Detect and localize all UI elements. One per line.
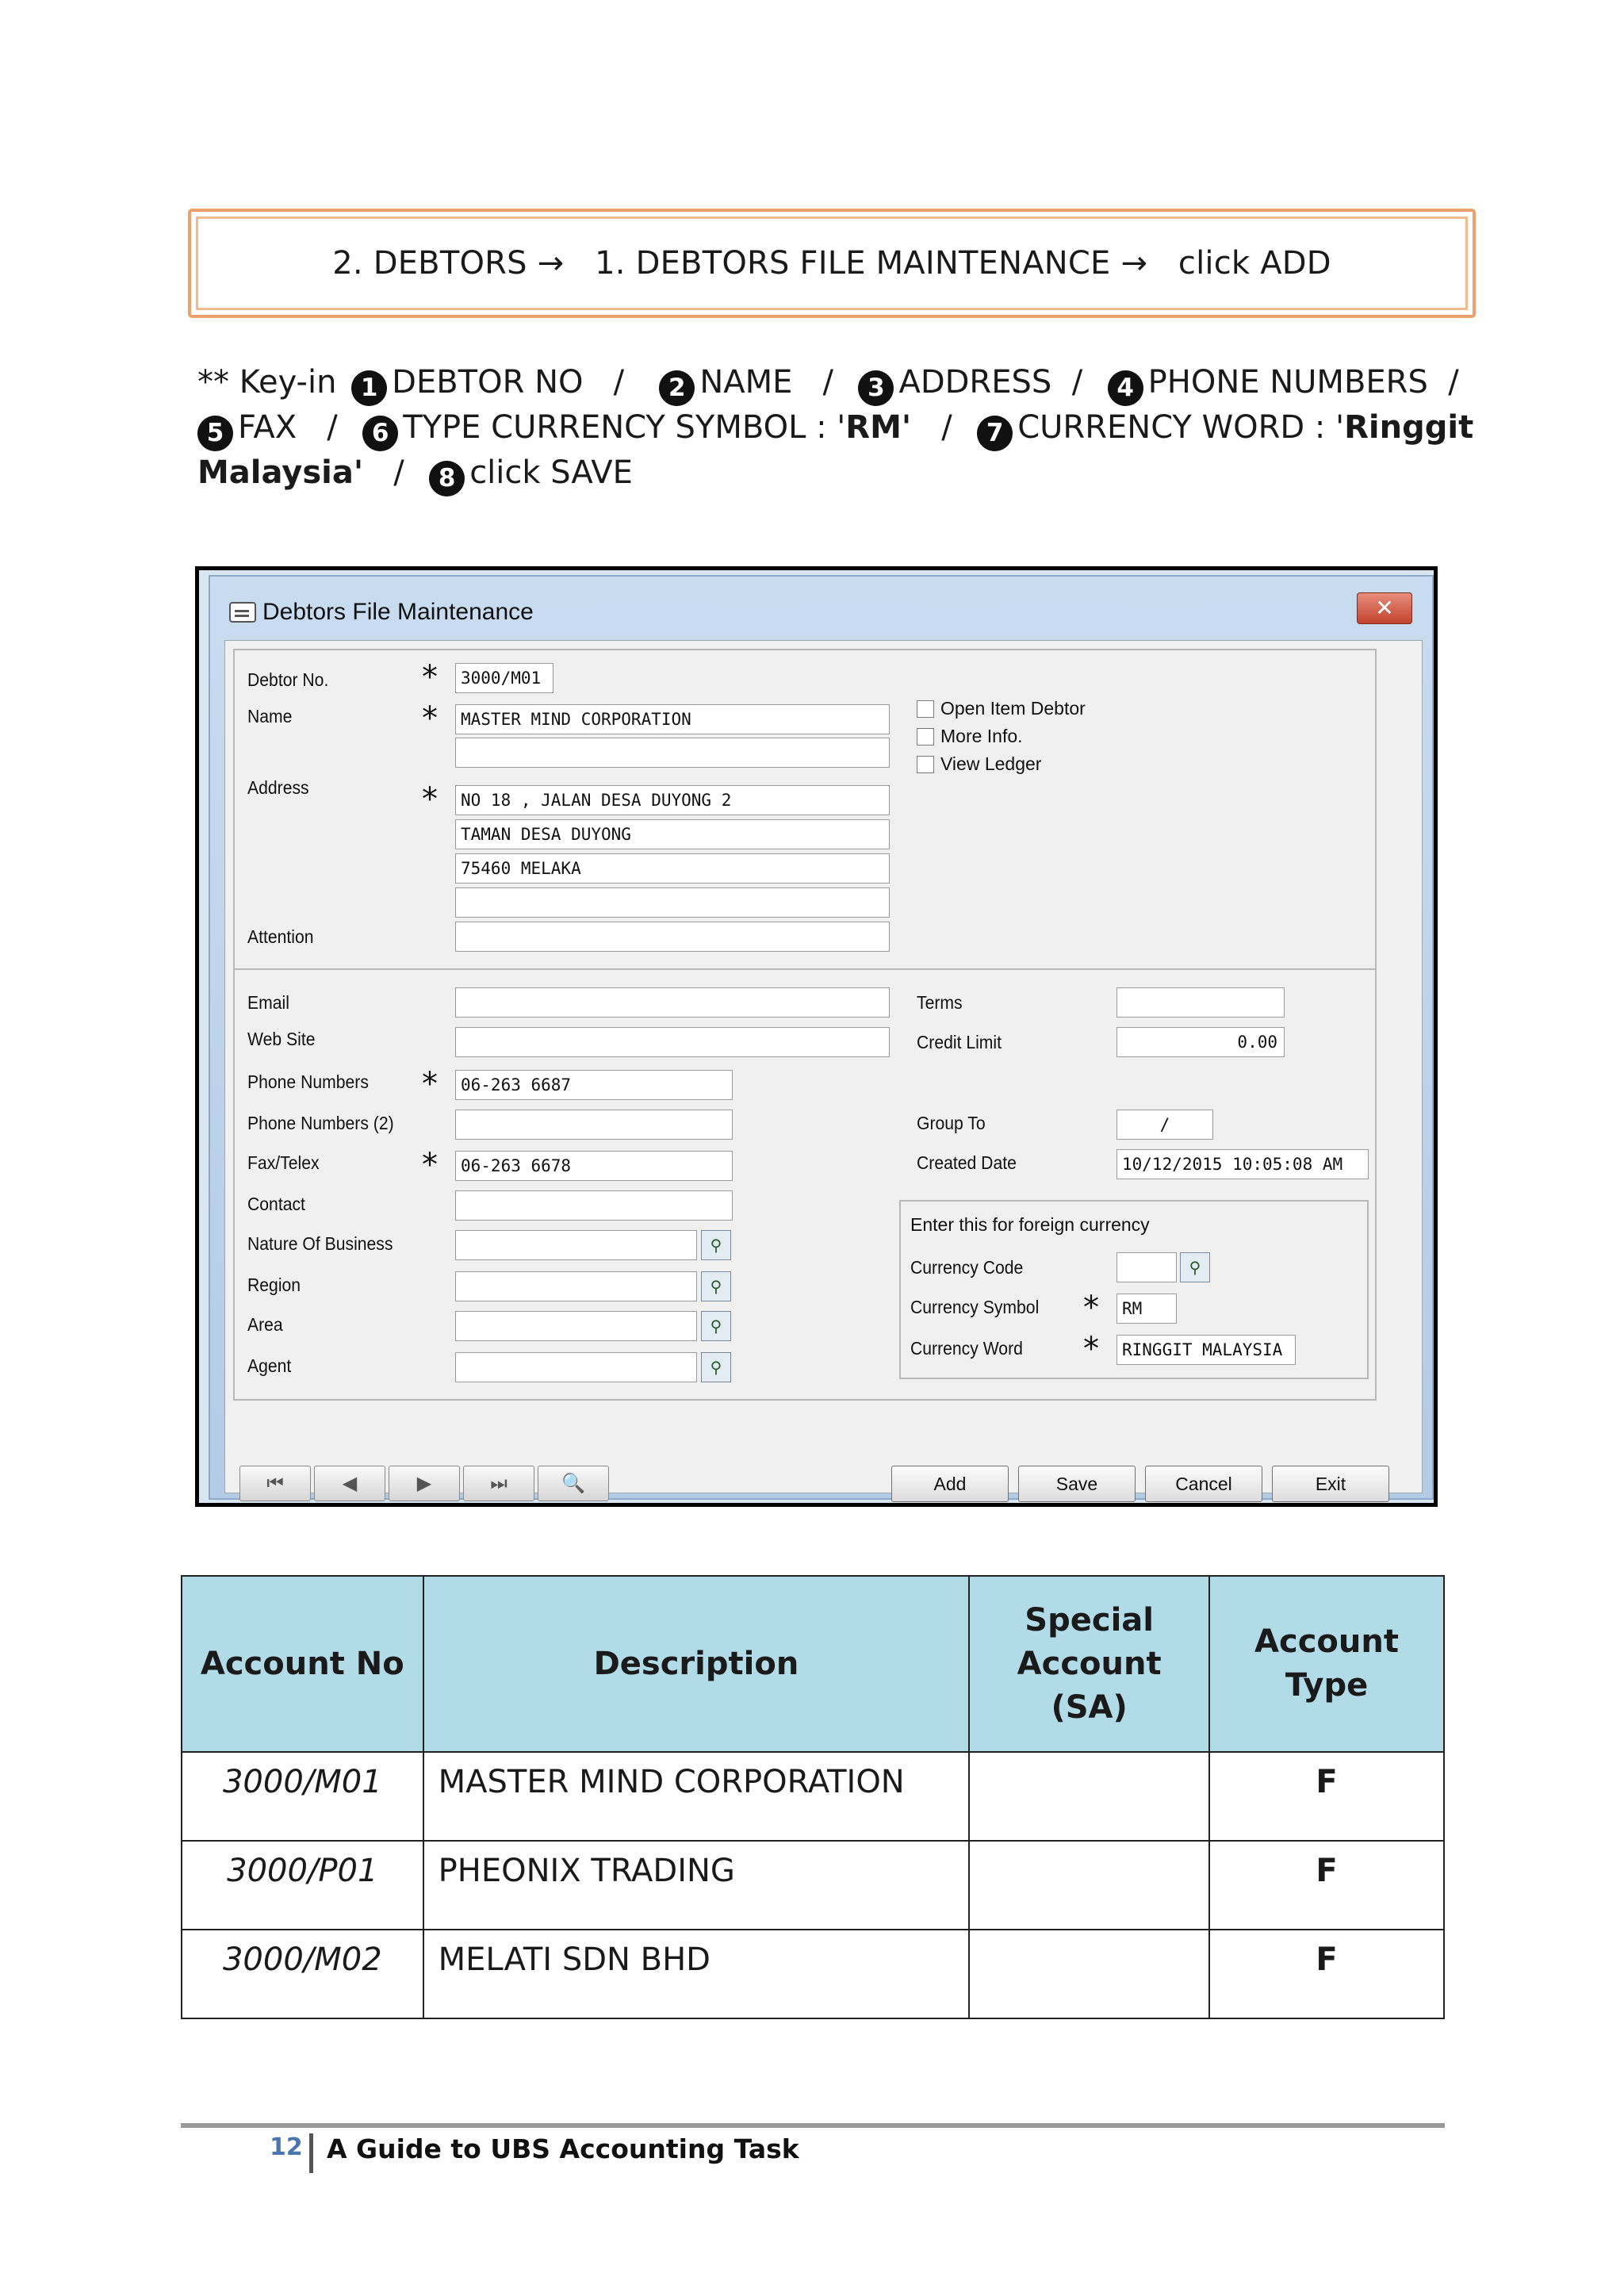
agent-label: Agent bbox=[247, 1355, 292, 1376]
area-field[interactable] bbox=[455, 1311, 697, 1341]
account-no-cell: 3000/M02 bbox=[182, 1930, 423, 2018]
required-marker: * bbox=[422, 700, 438, 737]
navigation-path-box bbox=[188, 209, 1476, 318]
page-number: 12 bbox=[270, 2133, 303, 2161]
account-type-cell: F bbox=[1209, 1930, 1444, 2018]
close-icon[interactable]: ✕ bbox=[1357, 592, 1412, 624]
separator: / bbox=[1071, 364, 1083, 401]
step-number-icon: 8 bbox=[429, 461, 465, 496]
more-info-checkbox[interactable] bbox=[917, 726, 1023, 747]
crumb-debtors: 2. DEBTORS bbox=[332, 245, 527, 282]
attention-label: Attention bbox=[247, 926, 314, 947]
phone2-label: Phone Numbers (2) bbox=[247, 1113, 394, 1133]
instr-prefix: ** Key-in bbox=[197, 364, 337, 401]
general-section bbox=[233, 649, 1377, 970]
debtors-window bbox=[209, 575, 1434, 1500]
next-record-icon[interactable]: ▶ bbox=[389, 1466, 460, 1501]
window-body bbox=[224, 640, 1423, 1493]
currency-code-field[interactable] bbox=[1116, 1252, 1177, 1282]
required-marker: * bbox=[422, 1066, 438, 1102]
table-header-row bbox=[182, 1576, 1444, 1752]
column-header bbox=[969, 1576, 1209, 1752]
created-date-label: Created Date bbox=[917, 1152, 1017, 1173]
step-text: CURRENCY WORD : ' bbox=[1017, 409, 1345, 446]
step-bold: RM' bbox=[845, 409, 912, 446]
required-marker: * bbox=[1083, 1331, 1099, 1367]
open-item-debtor-checkbox[interactable] bbox=[917, 698, 1086, 719]
address-field-3[interactable]: 75460 MELAKA bbox=[455, 853, 890, 884]
account-type-cell: F bbox=[1209, 1752, 1444, 1841]
checkbox-icon[interactable] bbox=[917, 728, 934, 746]
required-marker: * bbox=[1083, 1290, 1099, 1326]
website-label: Web Site bbox=[247, 1029, 316, 1049]
contact-section bbox=[233, 968, 1377, 1401]
table-row bbox=[182, 1752, 1444, 1841]
step-text: ADDRESS bbox=[898, 364, 1052, 401]
step-text: TYPE CURRENCY SYMBOL : ' bbox=[403, 409, 846, 446]
foreign-currency-group bbox=[899, 1200, 1369, 1379]
contact-field[interactable] bbox=[455, 1190, 733, 1221]
table-row bbox=[182, 1841, 1444, 1930]
required-marker: * bbox=[422, 659, 438, 696]
special-account-cell bbox=[969, 1752, 1209, 1841]
address-field-1[interactable]: NO 18 , JALAN DESA DUYONG 2 bbox=[455, 785, 890, 815]
created-date-field[interactable]: 10/12/2015 10:05:08 AM bbox=[1116, 1149, 1369, 1179]
lookup-icon[interactable]: ⚲ bbox=[701, 1271, 731, 1301]
group-to-label: Group To bbox=[917, 1113, 986, 1133]
table-row bbox=[182, 1930, 1444, 2018]
separator: / bbox=[1448, 364, 1459, 401]
step-number-icon: 7 bbox=[977, 416, 1013, 451]
column-header-text: Special Account (SA) bbox=[1017, 1601, 1162, 1726]
contact-label: Contact bbox=[247, 1194, 305, 1214]
fax-field[interactable]: 06-263 6678 bbox=[455, 1151, 733, 1181]
lookup-icon[interactable]: ⚲ bbox=[701, 1311, 731, 1341]
nature-label: Nature Of Business bbox=[247, 1233, 393, 1254]
step-number-icon: 5 bbox=[197, 416, 233, 451]
crumb-file-maintenance: 1. DEBTORS FILE MAINTENANCE bbox=[595, 245, 1111, 282]
checkbox-label: Open Item Debtor bbox=[940, 698, 1086, 719]
terms-label: Terms bbox=[917, 992, 963, 1013]
currency-code-label: Currency Code bbox=[910, 1257, 1024, 1278]
accounts-table bbox=[181, 1575, 1445, 2019]
email-field[interactable] bbox=[455, 987, 890, 1018]
account-no-cell: 3000/P01 bbox=[182, 1841, 423, 1930]
column-header-text: Account Type bbox=[1254, 1623, 1399, 1704]
arrow-icon: → bbox=[537, 245, 565, 282]
checkbox-icon[interactable] bbox=[917, 700, 934, 718]
description-cell: MELATI SDN BHD bbox=[423, 1930, 970, 2018]
add-button[interactable]: Add bbox=[891, 1466, 1009, 1502]
address-field-2[interactable]: TAMAN DESA DUYONG bbox=[455, 819, 890, 849]
lookup-icon[interactable]: ⚲ bbox=[1180, 1252, 1210, 1282]
account-type-cell: F bbox=[1209, 1841, 1444, 1930]
phone-field[interactable]: 06-263 6687 bbox=[455, 1070, 733, 1100]
fax-label: Fax/Telex bbox=[247, 1152, 320, 1173]
email-label: Email bbox=[247, 992, 289, 1013]
view-ledger-checkbox[interactable] bbox=[917, 753, 1041, 775]
debtor-no-field[interactable]: 3000/M01 bbox=[455, 663, 553, 693]
group-to-field[interactable]: / bbox=[1116, 1110, 1213, 1140]
step-text: NAME bbox=[699, 364, 793, 401]
window-title bbox=[229, 599, 534, 626]
website-field[interactable] bbox=[455, 1027, 890, 1057]
debtor-no-label: Debtor No. bbox=[247, 669, 329, 690]
column-header bbox=[1209, 1576, 1444, 1752]
step-text: FAX bbox=[238, 409, 297, 446]
step-number-icon: 4 bbox=[1108, 370, 1143, 406]
navigation-path bbox=[196, 217, 1468, 310]
separator: / bbox=[613, 364, 625, 401]
screenshot-frame bbox=[195, 566, 1438, 1507]
checkbox-icon[interactable] bbox=[917, 756, 934, 773]
exit-button[interactable]: Exit bbox=[1272, 1466, 1389, 1502]
step-text: click SAVE bbox=[469, 454, 633, 491]
step-number-icon: 6 bbox=[362, 416, 398, 451]
step-text: PHONE NUMBERS bbox=[1147, 364, 1428, 401]
cancel-button[interactable]: Cancel bbox=[1145, 1466, 1262, 1502]
step-bold: Ringgit Malaysia' bbox=[197, 409, 1474, 491]
separator: / bbox=[393, 454, 404, 491]
attention-field[interactable] bbox=[455, 922, 890, 952]
credit-limit-label: Credit Limit bbox=[917, 1032, 1002, 1052]
step-number-icon: 1 bbox=[351, 370, 387, 406]
address-label: Address bbox=[247, 777, 309, 798]
arrow-icon: → bbox=[1120, 245, 1148, 282]
address-field-4[interactable] bbox=[455, 887, 890, 918]
footer-divider bbox=[309, 2133, 313, 2173]
agent-field[interactable] bbox=[455, 1352, 697, 1382]
currency-word-field[interactable]: RINGGIT MALAYSIA bbox=[1116, 1335, 1296, 1365]
previous-record-icon[interactable]: ◀ bbox=[314, 1466, 385, 1501]
account-no-cell: 3000/M01 bbox=[182, 1752, 423, 1841]
column-header: Description bbox=[423, 1576, 970, 1752]
name-label: Name bbox=[247, 706, 293, 726]
region-field[interactable] bbox=[455, 1271, 697, 1301]
area-label: Area bbox=[247, 1314, 283, 1335]
footer-rule bbox=[181, 2123, 1445, 2128]
window-app-icon bbox=[229, 602, 256, 623]
foreign-currency-title: Enter this for foreign currency bbox=[910, 1214, 1150, 1235]
window-title-text: Debtors File Maintenance bbox=[262, 599, 534, 625]
separator: / bbox=[941, 409, 952, 446]
step-number-icon: 3 bbox=[858, 370, 894, 406]
name-field-2[interactable] bbox=[455, 738, 890, 768]
description-cell: PHEONIX TRADING bbox=[423, 1841, 970, 1930]
step-text: DEBTOR NO bbox=[392, 364, 584, 401]
currency-symbol-label: Currency Symbol bbox=[910, 1297, 1040, 1317]
lookup-icon[interactable]: ⚲ bbox=[701, 1230, 731, 1260]
special-account-cell bbox=[969, 1841, 1209, 1930]
terms-field[interactable] bbox=[1116, 987, 1285, 1018]
search-icon[interactable]: 🔍 bbox=[538, 1466, 609, 1501]
required-marker: * bbox=[422, 781, 438, 818]
last-record-icon[interactable]: ⏭ bbox=[463, 1466, 534, 1501]
checkbox-label: More Info. bbox=[940, 726, 1023, 746]
step-number-icon: 2 bbox=[659, 370, 695, 406]
footer-title: A Guide to UBS Accounting Task bbox=[327, 2133, 799, 2164]
instructions bbox=[197, 361, 1498, 496]
save-button[interactable]: Save bbox=[1018, 1466, 1136, 1502]
name-field-1[interactable]: MASTER MIND CORPORATION bbox=[455, 704, 890, 734]
phone-label: Phone Numbers bbox=[247, 1071, 369, 1092]
currency-word-label: Currency Word bbox=[910, 1338, 1023, 1359]
required-marker: * bbox=[422, 1147, 438, 1183]
phone2-field[interactable] bbox=[455, 1110, 733, 1140]
checkbox-label: View Ledger bbox=[940, 753, 1042, 774]
separator: / bbox=[822, 364, 834, 401]
currency-symbol-field[interactable]: RM bbox=[1116, 1294, 1177, 1324]
crumb-action: click ADD bbox=[1178, 245, 1331, 282]
nature-field[interactable] bbox=[455, 1230, 697, 1260]
special-account-cell bbox=[969, 1930, 1209, 2018]
credit-limit-field[interactable]: 0.00 bbox=[1116, 1027, 1285, 1057]
lookup-icon[interactable]: ⚲ bbox=[701, 1352, 731, 1382]
separator: / bbox=[327, 409, 338, 446]
first-record-icon[interactable]: ⏮ bbox=[239, 1466, 311, 1501]
region-label: Region bbox=[247, 1274, 301, 1295]
column-header: Account No bbox=[182, 1576, 423, 1752]
description-cell: MASTER MIND CORPORATION bbox=[423, 1752, 970, 1841]
